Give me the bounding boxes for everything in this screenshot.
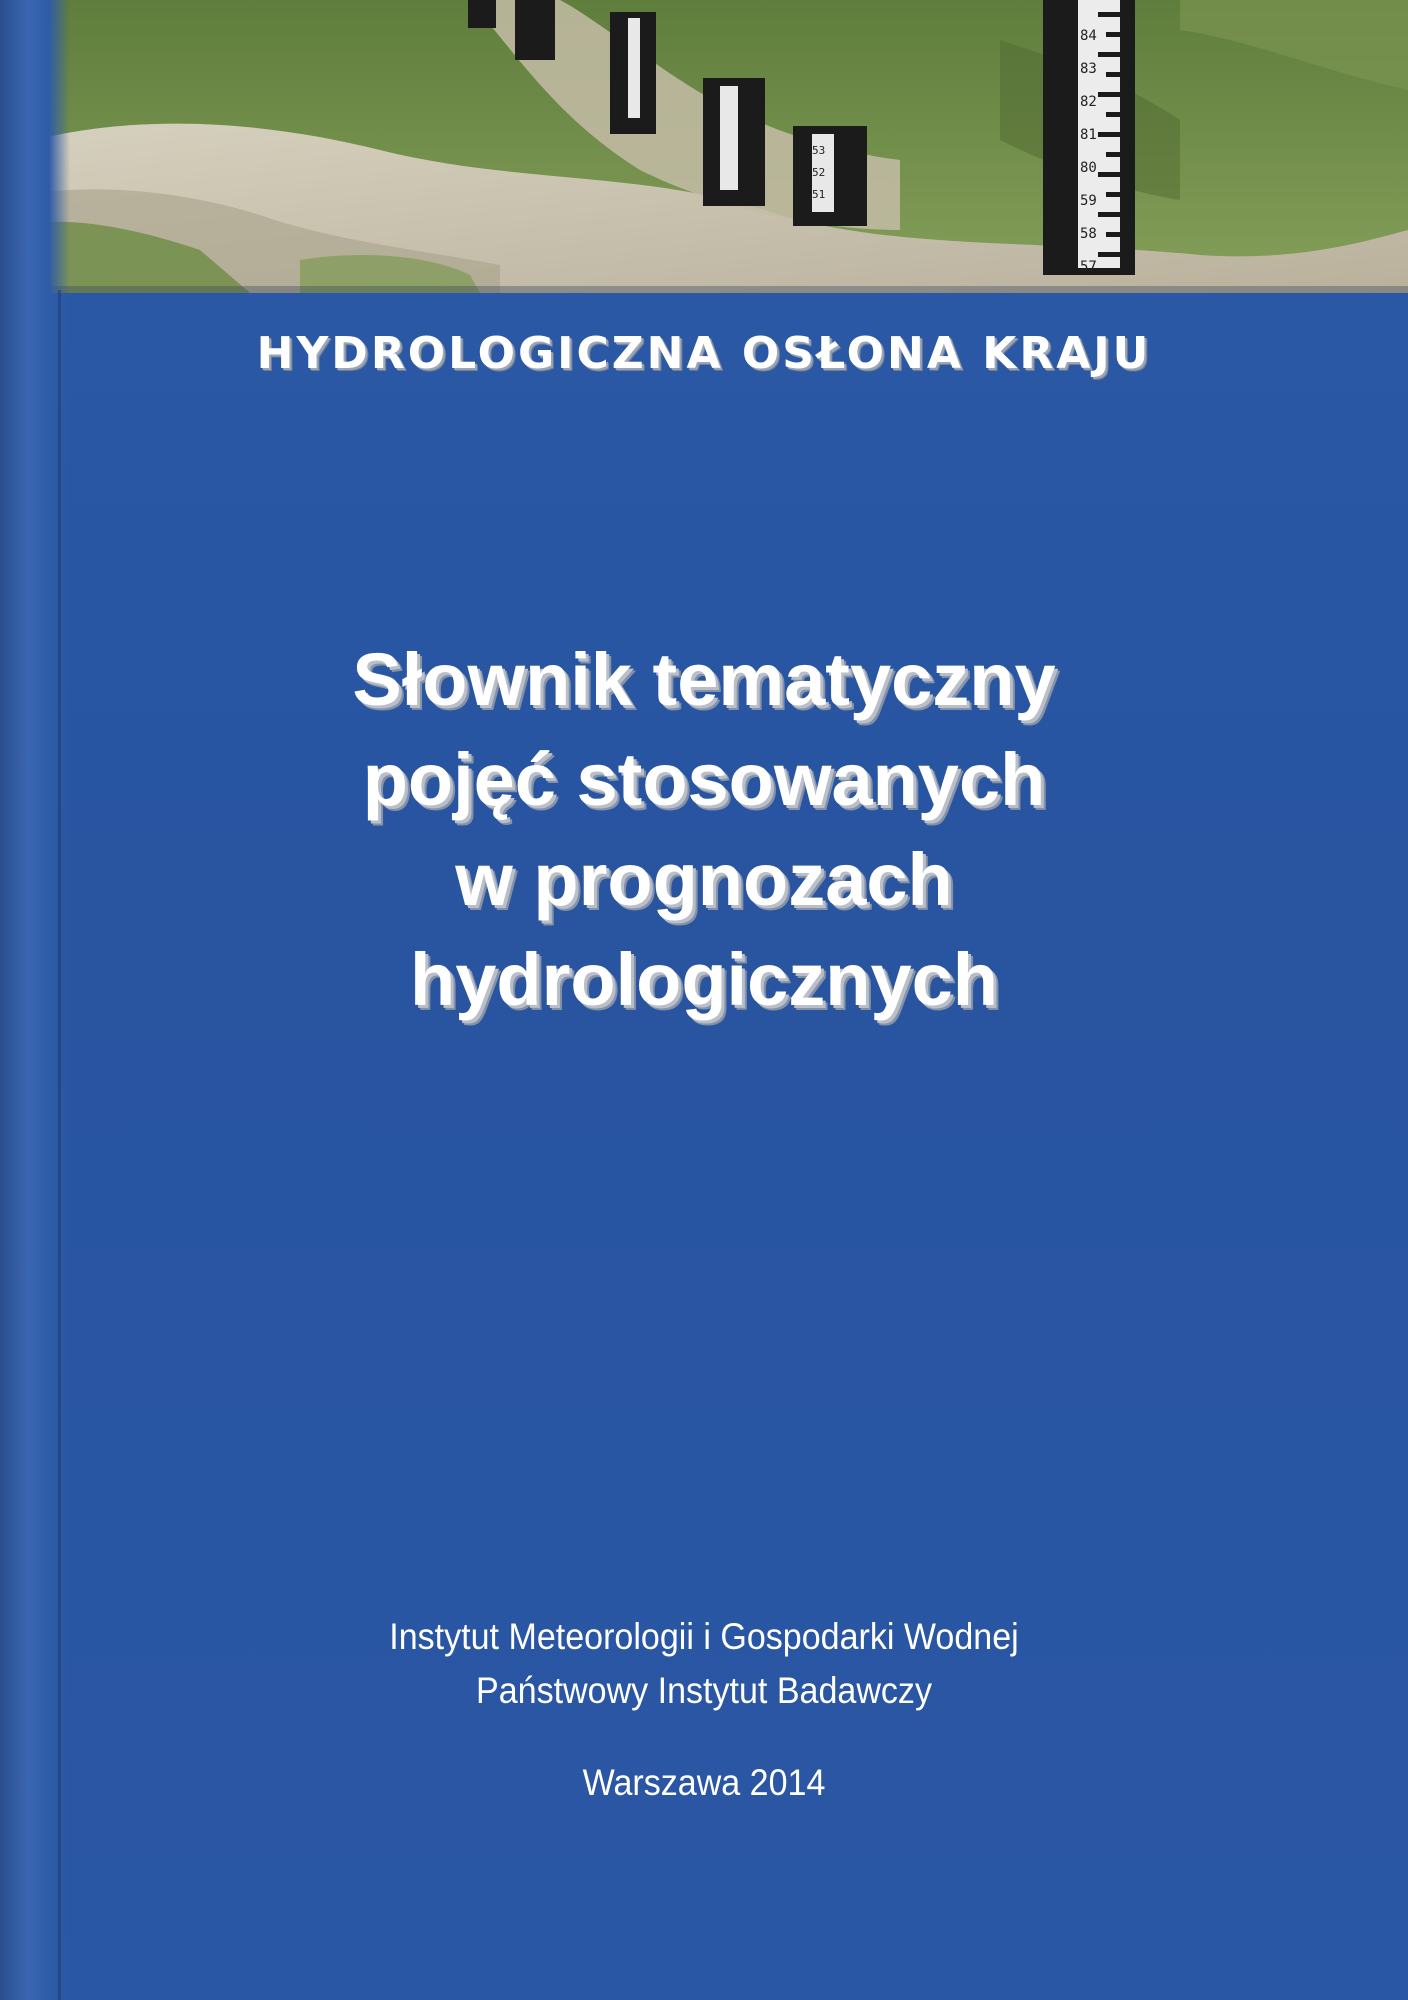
spine-fold-line (58, 290, 61, 2000)
publisher-line: Państwowy Instytut Badawczy (476, 1670, 932, 1711)
gauge-number: 53 (812, 144, 826, 157)
gauge-number: 80 (1080, 160, 1097, 176)
book-title-line: pojęć stosowanych (362, 738, 1046, 821)
book-title-line: hydrologicznych (410, 938, 998, 1021)
gauge-number: 81 (1080, 127, 1097, 143)
series-title: HYDROLOGICZNA OSŁONA KRAJU (256, 328, 1152, 379)
gauge-scale-numbers (1080, 20, 1100, 284)
place-and-year: Warszawa 2014 (582, 1762, 826, 1803)
gauge-number: 59 (1080, 193, 1097, 209)
book-title (0, 630, 1408, 1030)
gauge-number: 51 (812, 188, 826, 201)
gauge-number: 84 (1080, 28, 1097, 44)
gauge-number: 83 (1080, 61, 1097, 77)
gauge-scale-numbers-small (812, 140, 834, 206)
book-title-line: w prognozach (455, 838, 953, 921)
water-gauges-image (0, 0, 1408, 293)
publisher (56, 1610, 1351, 1718)
gauge-number: 52 (812, 166, 826, 179)
cover-photo-water-gauges (0, 0, 1408, 293)
gauge-number: 58 (1080, 226, 1097, 242)
publisher-line: Instytut Meteorologii i Gospodarki Wodnej (389, 1616, 1019, 1657)
gauge-number: 57 (1080, 259, 1097, 275)
book-title-line: Słownik tematyczny (352, 638, 1056, 721)
gauge-number: 82 (1080, 94, 1097, 110)
